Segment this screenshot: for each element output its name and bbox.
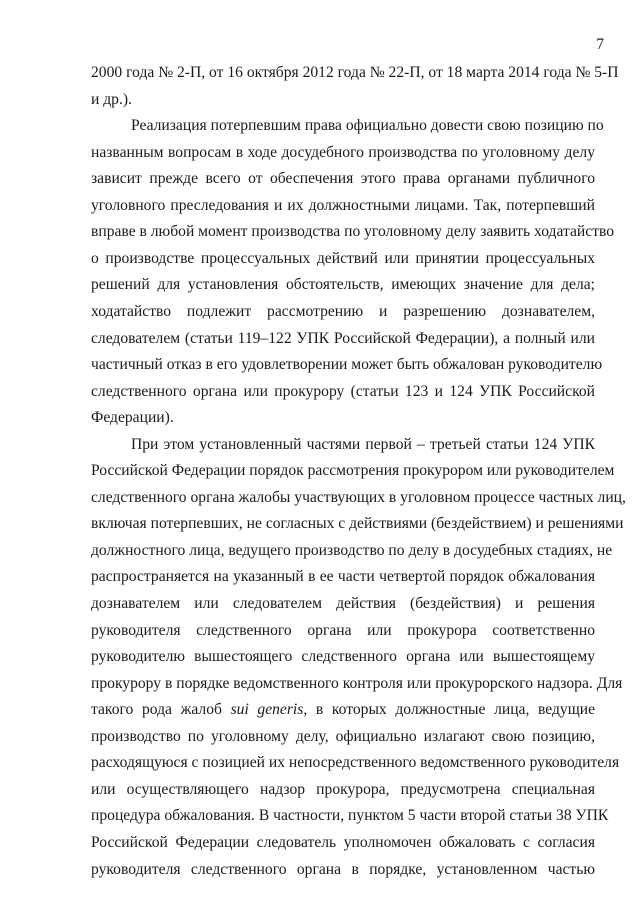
text-line: расходящуюся с позицией их непосредственного ведомственного руководителя: [91, 754, 620, 772]
text-line: руководителя следственного органа или прокурора соответственно: [91, 621, 595, 639]
text-line: о производстве процессуальных действий или принятии процессуальных: [91, 249, 595, 267]
text-line: или осуществляющего надзор прокурора, предусмотрена специальная: [91, 780, 595, 798]
text-line: и др.).: [91, 90, 132, 108]
text-line: дознавателем или следователем действия (бездействия) и решения: [91, 595, 595, 612]
text-line: ходатайство подлежит рассмотрению и разрешению дознавателем,: [91, 302, 595, 320]
text-line: следователем (статьи 119–122 УПК Российской Федерации), а полный или: [91, 329, 595, 347]
text-line: Российской Федерации порядок рассмотрения прокурором или руководителем: [91, 462, 615, 480]
text-line: Федерации).: [91, 409, 174, 427]
text-line: производство по уголовному делу, официально излагают свою позицию,: [91, 727, 595, 745]
text-line: распространяется на указанный в ее части четвертой порядок обжалования: [91, 568, 595, 586]
text-line: При этом установленный частями первой – третьей статьи 124 УПК: [131, 435, 595, 453]
italic-phrase: sui generis: [230, 701, 304, 719]
text-line: процедура обжалования. В частности, пунктом 5 части второй статьи 38 УПК: [91, 807, 609, 825]
text-line: названным вопросам в ходе досудебного производства по уголовному делу: [91, 143, 595, 161]
text-line: прокурору в порядке ведомственного контроля или прокурорского надзора. Для: [91, 674, 623, 692]
text-line: такого рода жалоб sui generis, в которых должностные лица, ведущие: [91, 701, 595, 719]
text-line: 2000 года № 2-П, от 16 октября 2012 года № 22-П, от 18 марта 2014 года № 5-П: [91, 64, 619, 81]
text-line: зависит прежде всего от обеспечения этого права органами публичного: [91, 170, 595, 188]
text-line: Российской Федерации следователь уполномочен обжаловать с согласия: [91, 833, 595, 851]
text-line: Реализация потерпевшим права официально довести свою позицию по: [131, 117, 604, 135]
text-line: следственного органа или прокурору (статьи 123 и 124 УПК Российской: [91, 382, 595, 400]
text-line: решений для установления обстоятельств, имеющих значение для дела;: [91, 276, 595, 294]
page-number: 7: [596, 36, 604, 53]
text-line: уголовного преследования и их должностными лицами. Так, потерпевший: [91, 196, 595, 214]
text-line: вправе в любой момент производства по уголовному делу заявить ходатайство: [91, 223, 615, 241]
text-line: следственного органа жалобы участвующих в уголовном процессе частных лиц,: [91, 488, 626, 506]
text-line: руководителю вышестоящего следственного органа или вышестоящему: [91, 648, 595, 666]
text-line: должностного лица, ведущего производство по делу в досудебных стадиях, не: [91, 541, 613, 559]
text-line: частичный отказ в его удовлетворении может быть обжалован руководителю: [91, 356, 603, 374]
text-line: руководителя следственного органа в порядке, установленном частью: [91, 860, 595, 878]
text-line: включая потерпевших, не согласных с действиями (бездействием) и решениями: [91, 515, 624, 533]
